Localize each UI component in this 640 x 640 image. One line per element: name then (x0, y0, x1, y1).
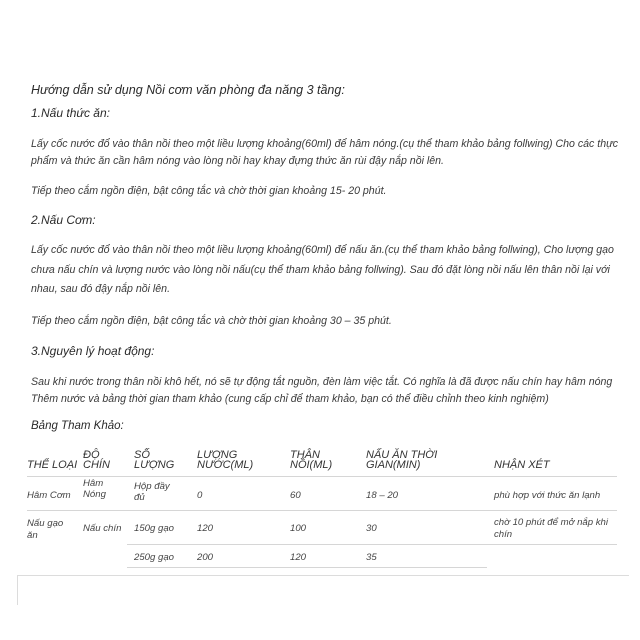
table-cell: Hộp đầy (134, 481, 170, 492)
document-title: Hướng dẫn sử dụng Nồi cơm văn phòng đa năng 3 tầng: (31, 83, 345, 97)
table-cell: 250g gạo (134, 552, 175, 563)
paragraph-line: Lấy cốc nước đổ vào thân nồi theo một liều lượng khoảng(60ml) để hâm nóng.(cụ thể tham khảo bảng follwing) Cho các thực (31, 138, 619, 150)
table-header-cell: SỐ (134, 449, 150, 461)
table-cell: chín (494, 529, 513, 540)
table-cell: 100 (290, 523, 307, 534)
page-border (17, 575, 18, 605)
table-cell: 200 (197, 552, 214, 563)
table-cell: ăn (27, 530, 38, 541)
table-cell: 150g gạo (134, 523, 175, 534)
table-cell: Nóng (83, 489, 106, 500)
table-cell: 30 (366, 523, 377, 534)
table-cell: Hâm (83, 478, 104, 489)
page-border (17, 575, 629, 576)
table-header-cell: THỂ LOẠI (27, 459, 78, 471)
table-row-divider (27, 510, 617, 511)
table-header-cell: NỒI(ML) (290, 459, 333, 471)
table-header-cell: GIAN(MIN) (366, 459, 421, 471)
paragraph-line: Sau khi nước trong thân nồi khô hết, nó sẽ tự động tắt nguồn, đèn làm việc tắt. Có nghĩa là đã được nấu chín hay hâm nóng (31, 376, 613, 388)
paragraph-line: Tiếp theo cắm ngồn điện, bật công tắc và chờ thời gian khoảng 15- 20 phút. (31, 185, 387, 197)
table-cell: 35 (366, 552, 377, 563)
paragraph-line: Lấy cốc nước đổ vào thân nồi theo một liều lượng khoảng(60ml) để nấu ăn.(cụ thể tham khảo bảng follwing), Cho lượng gạo (31, 244, 614, 256)
table-header-cell: THÂN (290, 449, 320, 461)
table-cell: phù hợp với thức ăn lạnh (494, 490, 601, 501)
table-header-cell: NẤU ĂN THỜI (366, 449, 438, 461)
table-header-cell: NHẬN XÉT (494, 459, 550, 471)
table-cell: chờ 10 phút để mở nắp khi (494, 517, 609, 528)
table-cell: Hâm Cơm (27, 490, 71, 501)
paragraph-line: chưa nấu chín và lượng nước vào lòng nồi nấu(cụ thể tham khảo bảng follwing). Sau đó đặt lòng nồi nấu lên thân nồi lại với (31, 264, 610, 276)
paragraph-line: nhau, sau đó đậy nắp nồi lên. (31, 283, 171, 295)
table-cell: Nấu gạo (27, 518, 64, 529)
paragraph-line: Thêm nước và bảng thời gian tham khảo (cung cấp chỉ để tham khảo, bạn có thể điều chỉnh theo kinh nghiệm) (31, 393, 549, 405)
table-header-cell: ĐỘ (83, 449, 100, 461)
paragraph-line: Tiếp theo cắm ngồn điện, bật công tắc và chờ thời gian khoảng 30 – 35 phút. (31, 315, 392, 327)
table-cell: 120 (197, 523, 214, 534)
table-cell: 60 (290, 490, 301, 501)
table-row-divider (27, 476, 617, 477)
table-header-cell: LƯỢNG (134, 459, 175, 471)
table-row-divider (127, 544, 617, 545)
table-row-divider (127, 567, 487, 568)
table-header-cell: CHÍN (83, 459, 110, 471)
table-cell: 0 (197, 490, 203, 501)
section-heading-1: 1.Nấu thức ăn: (31, 106, 110, 120)
reference-table-title: Bảng Tham Khảo: (31, 420, 124, 432)
section-heading-3: 3.Nguyên lý hoạt động: (31, 344, 155, 358)
section-heading-2: 2.Nấu Cơm: (31, 213, 96, 227)
table-header-cell: LƯỢNG (197, 449, 238, 461)
table-header-cell: NƯỚC(ML) (197, 459, 254, 471)
table-cell: 18 – 20 (366, 490, 399, 501)
table-cell: Nấu chín (83, 523, 122, 534)
table-cell: 120 (290, 552, 307, 563)
table-cell: đủ (134, 492, 145, 503)
paragraph-line: phẩm và thức ăn cần hâm nóng vào lòng nồi hay khay đựng thức ăn rùi đậy nắp nồi lên. (31, 155, 444, 167)
